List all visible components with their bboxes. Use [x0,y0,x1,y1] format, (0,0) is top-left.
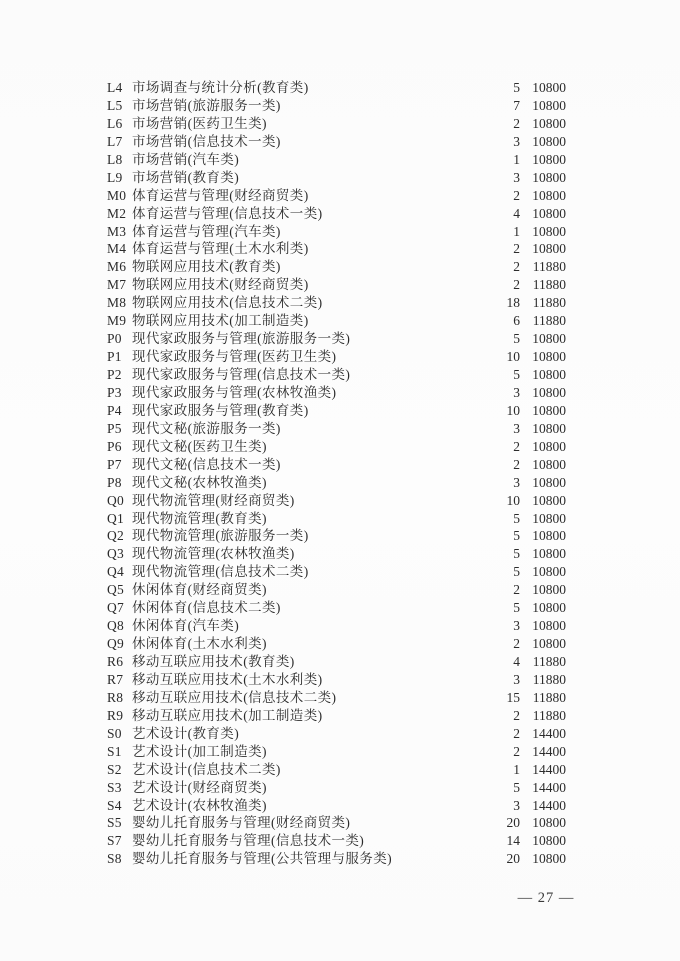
table-row [107,832,566,850]
table-row [107,223,566,241]
program-quota: 2 [513,259,520,275]
program-quota: 5 [513,564,520,580]
program-code: P4 [107,402,122,418]
program-name: 市场营销(汽车类) [132,151,240,167]
program-quota: 3 [513,384,520,400]
program-quota: 1 [513,223,520,239]
program-fee: 10800 [532,492,566,508]
program-quota: 5 [513,331,520,347]
program-code: M8 [107,295,127,311]
program-code: L8 [107,151,123,167]
program-fee: 10800 [532,241,566,257]
program-code: M0 [107,187,127,203]
table-row [107,205,566,223]
program-fee: 10800 [532,97,566,113]
program-fee: 10800 [532,402,566,418]
table-row [107,581,566,599]
program-name: 现代物流管理(信息技术二类) [132,564,309,580]
program-quota: 2 [513,456,520,472]
program-quota: 4 [513,654,520,669]
program-quota: 3 [513,133,520,149]
table-row [107,312,566,330]
program-quota: 5 [513,546,520,562]
program-quota: 2 [513,438,520,454]
table-row [107,133,566,151]
program-code: S7 [107,833,122,849]
program-quota: 14 [506,833,520,849]
program-name: 移动互联应用技术(信息技术二类) [132,689,337,705]
program-fee: 11880 [532,707,566,723]
table-row [107,617,566,635]
page-number: — 27 — [517,890,575,906]
program-quota: 2 [513,187,520,203]
program-fee: 10800 [532,133,566,149]
program-name: 现代物流管理(教育类) [132,510,267,526]
program-code: P2 [107,367,122,382]
program-fee: 14400 [532,797,566,813]
page-footer [440,890,652,907]
table-row [107,79,566,97]
table-row [107,653,566,671]
program-quota: 6 [513,313,520,329]
program-code: L7 [107,133,123,149]
program-quota: 20 [506,851,520,867]
program-code: R9 [107,707,124,723]
program-quota: 3 [513,169,520,185]
table-row [107,276,566,294]
program-fee: 14400 [532,743,566,759]
program-fee: 10800 [532,618,566,634]
table-row [107,779,566,797]
program-fee: 10800 [532,474,566,490]
table-row [107,151,566,169]
table-row [107,725,566,743]
table-row [107,258,566,276]
program-code: L6 [107,115,123,131]
program-quota: 1 [513,151,520,167]
table-row [107,743,566,761]
program-fee: 11880 [532,295,566,311]
program-fee: 10800 [532,438,566,454]
program-quota: 10 [506,492,520,508]
program-fee: 10800 [532,205,566,221]
program-quota: 2 [513,115,520,131]
program-quota: 2 [513,636,520,652]
program-code: M3 [107,223,127,239]
table-row [107,97,566,115]
program-fee: 10800 [532,456,566,472]
program-fee: 11880 [532,259,566,275]
program-name: 艺术设计(农林牧渔类) [132,797,267,813]
program-code: Q9 [107,636,125,652]
program-fee: 10800 [532,151,566,167]
program-quota: 18 [506,295,520,311]
table-row [107,169,566,187]
program-code: M4 [107,241,127,257]
table-row [107,599,566,617]
program-code: Q5 [107,582,125,598]
table-row [107,761,566,779]
table-row [107,707,566,725]
program-code: Q1 [107,510,125,526]
program-name: 市场调查与统计分析(教育类) [132,80,309,95]
program-quota: 2 [513,707,520,723]
program-fee: 10800 [532,367,566,382]
program-fee: 10800 [532,564,566,580]
program-fee: 10800 [532,349,566,365]
program-fee: 10800 [532,851,566,867]
program-name: 现代家政服务与管理(农林牧渔类) [132,384,337,400]
program-name: 市场营销(教育类) [132,169,240,185]
program-name: 现代家政服务与管理(教育类) [132,402,309,418]
table-row [107,563,566,581]
program-fee: 10800 [532,331,566,347]
program-quota: 5 [513,600,520,616]
program-code: S4 [107,797,122,813]
program-fee: 10800 [532,636,566,652]
program-fee: 11880 [532,671,566,687]
program-code: S3 [107,779,122,795]
program-quota: 4 [513,205,520,221]
program-code: L4 [107,80,123,95]
program-fee: 10800 [532,546,566,562]
table-row [107,187,566,205]
program-quota: 2 [513,277,520,293]
program-code: Q0 [107,492,125,508]
program-code: Q4 [107,564,125,580]
table-row [107,456,566,474]
program-quota: 5 [513,779,520,795]
program-code: R8 [107,689,124,705]
program-name: 现代文秘(农林牧渔类) [132,474,267,490]
table-row [107,240,566,258]
program-quota: 3 [513,797,520,813]
table-row [107,402,566,420]
program-fee: 10800 [532,187,566,203]
program-code: M6 [107,259,127,275]
program-code: P8 [107,474,122,490]
program-name: 移动互联应用技术(教育类) [132,654,295,669]
program-code: P7 [107,456,122,472]
program-name: 艺术设计(财经商贸类) [132,779,267,795]
program-fee: 14400 [532,725,566,741]
table-row [107,294,566,312]
program-name: 体育运营与管理(土木水利类) [132,241,309,257]
program-code: P3 [107,384,122,400]
program-quota: 20 [506,815,520,831]
program-name: 现代物流管理(农林牧渔类) [132,546,295,562]
program-code: Q2 [107,528,125,544]
program-quota: 2 [513,241,520,257]
program-quota: 3 [513,618,520,634]
program-name: 物联网应用技术(教育类) [132,259,281,275]
program-fee: 10800 [532,80,566,95]
program-quota: 7 [513,97,520,113]
program-name: 艺术设计(信息技术二类) [132,761,281,777]
program-name: 市场营销(医药卫生类) [132,115,267,131]
program-fee: 10800 [532,600,566,616]
program-name: 体育运营与管理(财经商贸类) [132,187,309,203]
program-name: 休闲体育(财经商贸类) [132,582,267,598]
program-code: S8 [107,851,122,867]
table-row [107,850,566,868]
program-code: M9 [107,313,127,329]
table-row [107,330,566,348]
program-name: 现代家政服务与管理(旅游服务一类) [132,331,351,347]
program-fee: 10800 [532,582,566,598]
table-row [107,545,566,563]
table-row [107,814,566,832]
table-row [107,689,566,707]
program-code: P6 [107,438,122,454]
program-name: 体育运营与管理(汽车类) [132,223,281,239]
program-quota: 5 [513,510,520,526]
program-fee: 14400 [532,761,566,777]
table-row [107,527,566,545]
program-fee: 14400 [532,779,566,795]
program-quota: 2 [513,582,520,598]
program-code: M7 [107,277,127,293]
program-code: Q7 [107,600,125,616]
program-name: 现代物流管理(旅游服务一类) [132,528,309,544]
program-name: 休闲体育(信息技术二类) [132,600,281,616]
program-name: 艺术设计(加工制造类) [132,743,267,759]
program-name: 市场营销(旅游服务一类) [132,97,281,113]
program-fee: 11880 [532,654,566,669]
program-name: 物联网应用技术(信息技术二类) [132,295,323,311]
program-quota: 10 [506,349,520,365]
program-name: 现代家政服务与管理(信息技术一类) [132,367,351,382]
program-fee: 11880 [532,313,566,329]
program-code: R6 [107,654,124,669]
program-name: 现代物流管理(财经商贸类) [132,492,295,508]
program-name: 市场营销(信息技术一类) [132,133,281,149]
program-code: S1 [107,743,122,759]
program-name: 婴幼儿托育服务与管理(信息技术一类) [132,833,365,849]
program-quota: 3 [513,474,520,490]
program-code: S0 [107,725,122,741]
table-row [107,366,566,384]
program-name: 移动互联应用技术(加工制造类) [132,707,323,723]
program-quota: 10 [506,402,520,418]
table-row [107,474,566,492]
program-quota: 15 [506,689,520,705]
table-row [107,510,566,528]
program-quota: 1 [513,761,520,777]
program-quota: 3 [513,420,520,436]
program-fee: 10800 [532,510,566,526]
program-code: S5 [107,815,122,831]
program-fee: 11880 [532,277,566,293]
program-fee: 10800 [532,528,566,544]
table-row [107,348,566,366]
program-name: 现代文秘(旅游服务一类) [132,420,281,436]
program-name: 现代文秘(信息技术一类) [132,456,281,472]
program-name: 艺术设计(教育类) [132,725,240,741]
program-fee: 10800 [532,833,566,849]
program-code: L9 [107,169,123,185]
program-code: P5 [107,420,122,436]
program-name: 休闲体育(汽车类) [132,618,240,634]
program-name: 婴幼儿托育服务与管理(公共管理与服务类) [132,851,392,867]
program-code: P0 [107,331,122,347]
program-name: 体育运营与管理(信息技术一类) [132,205,323,221]
program-name: 物联网应用技术(加工制造类) [132,313,309,329]
program-code: Q8 [107,618,125,634]
program-code: Q3 [107,546,125,562]
program-quota: 5 [513,367,520,382]
table-row [107,671,566,689]
program-fee: 10800 [532,115,566,131]
program-name: 现代家政服务与管理(医药卫生类) [132,349,337,365]
program-fee: 10800 [532,169,566,185]
program-code: S2 [107,761,122,777]
table-row [107,438,566,456]
program-quota: 2 [513,725,520,741]
table-row [107,115,566,133]
program-name: 移动互联应用技术(土木水利类) [132,671,323,687]
program-name: 休闲体育(土木水利类) [132,636,267,652]
table-row [107,420,566,438]
program-code: P1 [107,349,122,365]
program-quota: 3 [513,671,520,687]
program-quota: 5 [513,80,520,95]
program-quota: 5 [513,528,520,544]
program-name: 物联网应用技术(财经商贸类) [132,277,309,293]
table-row [107,384,566,402]
table-row [107,797,566,815]
program-quota: 2 [513,743,520,759]
program-fee: 10800 [532,384,566,400]
program-list [107,79,566,868]
table-row [107,635,566,653]
program-code: L5 [107,97,123,113]
program-name: 现代文秘(医药卫生类) [132,438,267,454]
table-row [107,492,566,510]
program-fee: 10800 [532,223,566,239]
program-fee: 10800 [532,815,566,831]
program-fee: 10800 [532,420,566,436]
program-code: M2 [107,205,127,221]
program-code: R7 [107,671,124,687]
program-name: 婴幼儿托育服务与管理(财经商贸类) [132,815,351,831]
program-fee: 11880 [532,689,566,705]
